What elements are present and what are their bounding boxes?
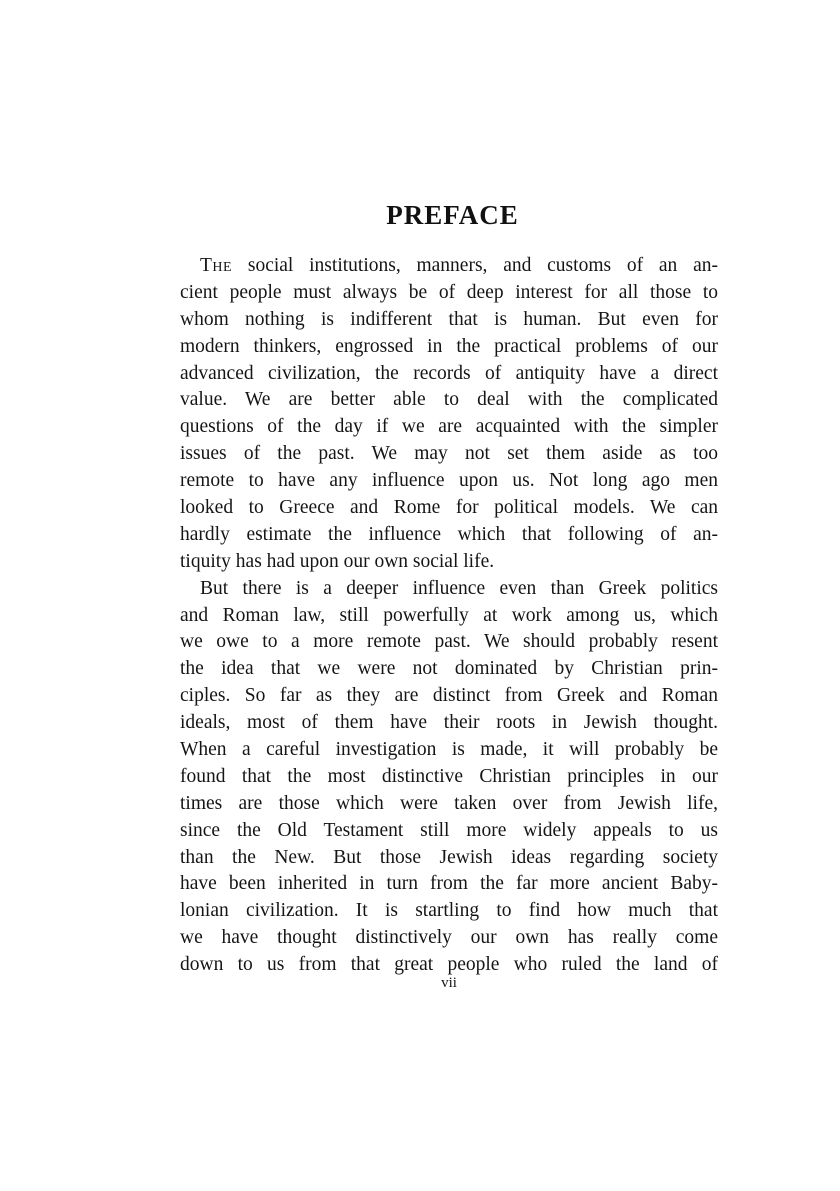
paragraph-1-line-2: cient people must always be of deep interest for all those to [180,281,718,303]
preface-body [180,253,718,979]
paragraph-1-line-9: remote to have any influence upon us. Not long ago men [180,470,718,492]
paragraph-1-line-4: modern thinkers, engrossed in the practical problems of our [180,335,718,357]
paragraph-2-line-1: But there is a deeper influence even than Greek politics [200,577,718,599]
line-text: social institutions, manners, and customs of an an- [232,255,718,276]
paragraph-2-line-3: we owe to a more remote past. We should probably resent [180,631,718,653]
paragraph-2-line-9: times are those which were taken over from Jewish life, [180,792,718,814]
paragraph-2-line-5: ciples. So far as they are distinct from Greek and Roman [180,685,718,707]
page-number: vii [441,975,457,991]
paragraph-2-line-6: ideals, most of them have their roots in Jewish thought. [180,712,718,734]
paragraph-1-line-6: value. We are better able to deal with the complicated [180,389,718,411]
paragraph-1-line-1 [180,253,718,280]
paragraph-2-line-13: lonian civilization. It is startling to find how much that [180,900,718,922]
paragraph-2-line-11: than the New. But those Jewish ideas regarding society [180,846,718,868]
paragraph-2-line-10: since the Old Testament still more widely appeals to us [180,819,718,841]
paragraph-1-line-12: tiquity has had upon our own social life. [180,550,495,572]
paragraph-2-line-2: and Roman law, still powerfully at work among us, which [180,604,718,626]
paragraph-1-line-11: hardly estimate the influence which that following of an- [180,523,718,545]
paragraph-2-line-8: found that the most distinctive Christian principles in our [180,765,718,787]
paragraph-1-line-7: questions of the day if we are acquainted with the simpler [180,416,718,438]
paragraph-2-line-14: we have thought distinctively our own has really come [180,927,718,949]
page-title: PREFACE [386,200,519,230]
paragraph-1-line-5: advanced civilization, the records of antiquity have a direct [180,362,718,384]
paragraph-1-line-8: issues of the past. We may not set them aside as too [180,443,718,465]
paragraph-2-line-15: down to us from that great people who ruled the land of [180,954,718,976]
paragraph-2-line-4: the idea that we were not dominated by Christian prin- [180,658,718,680]
lead-word: The [200,255,233,276]
paragraph-1-line-10: looked to Greece and Rome for political models. We can [180,497,718,519]
paragraph-2-line-12: have been inherited in turn from the far more ancient Baby- [180,873,718,895]
paragraph-2-line-7: When a careful investigation is made, it will probably be [180,739,718,761]
paragraph-1-line-3: whom nothing is indifferent that is human. But even for [180,308,718,330]
